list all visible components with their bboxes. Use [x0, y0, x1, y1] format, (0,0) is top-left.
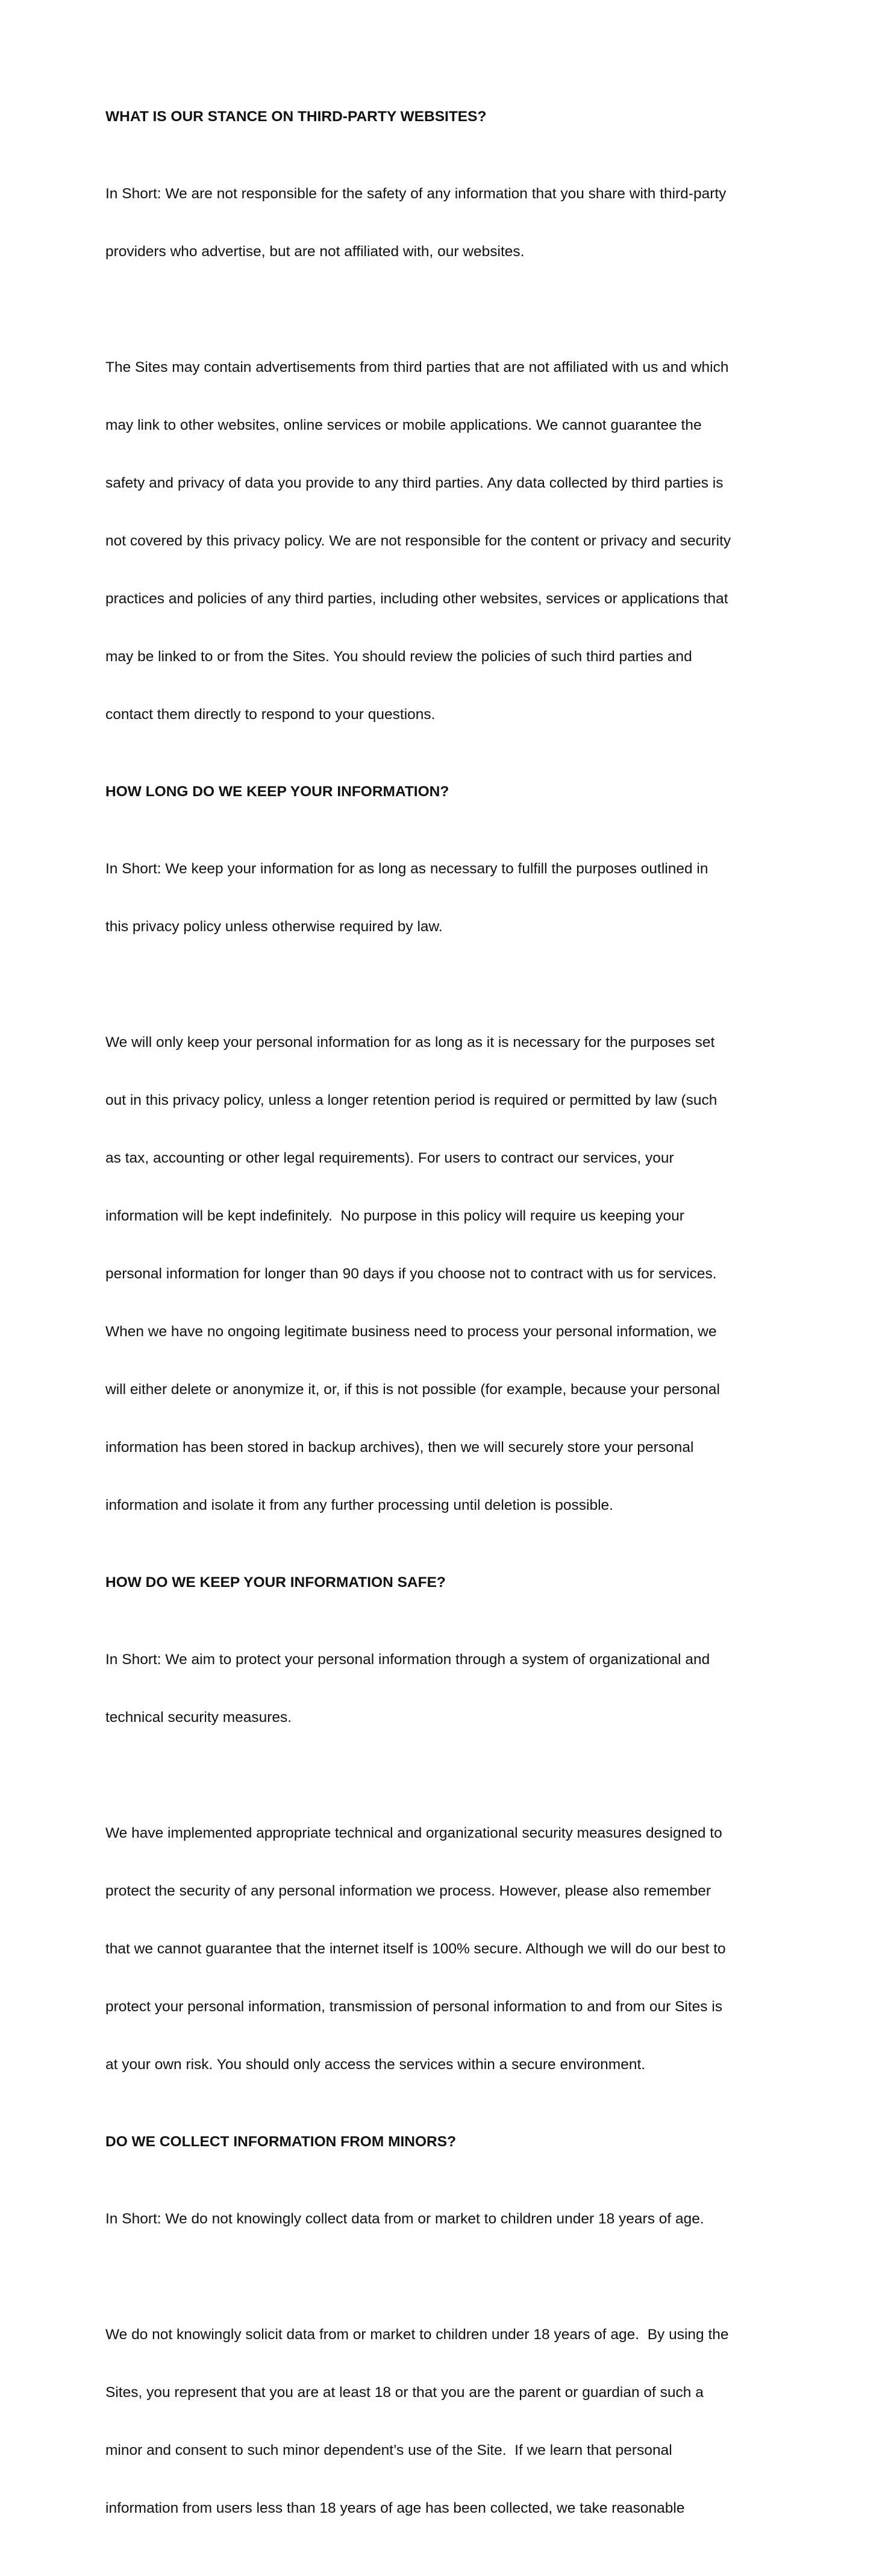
in-short-paragraph: [105, 821, 798, 975]
text-line: safety and privacy of data you provide to any third parties. Any data collected by third parties is: [105, 475, 724, 491]
text-line: protect the security of any personal information we process. However, please also remember: [105, 1883, 711, 1899]
section-safety: [105, 1573, 798, 2113]
body-paragraph: [105, 319, 798, 763]
text-line: The Sites may contain advertisements from third parties that are not affiliated with us and which: [105, 359, 729, 375]
text-line: information from users less than 18 years of age has been collected, we take reasonable: [105, 2500, 685, 2516]
in-short-paragraph: [105, 2171, 798, 2267]
text-line: information has been stored in backup archives), then we will securely store your personal: [105, 1439, 694, 1456]
in-short-paragraph: [105, 146, 798, 300]
text-line: practices and policies of any third parties, including other websites, services or applications that: [105, 591, 728, 607]
text-line: this privacy policy unless otherwise required by law.: [105, 919, 443, 935]
body-paragraph: [105, 2287, 798, 2557]
text-line: In Short: We do not knowingly collect data from or market to children under 18 years of age.: [105, 2211, 704, 2227]
text-line: contact them directly to respond to your questions.: [105, 706, 436, 723]
text-line: not covered by this privacy policy. We are not responsible for the content or privacy and security: [105, 533, 731, 549]
text-line: We do not knowingly solicit data from or market to children under 18 years of age. By using the: [105, 2326, 729, 2343]
text-line: will either delete or anonymize it, or, if this is not possible (for example, because your personal: [105, 1381, 720, 1398]
text-line: out in this privacy policy, unless a longer retention period is required or permitted by law (such: [105, 1092, 717, 1108]
text-line: providers who advertise, but are not affiliated with, our websites.: [105, 243, 525, 260]
text-line: We have implemented appropriate technical and organizational security measures designed to: [105, 1825, 722, 1841]
text-line: personal information for longer than 90 days if you choose not to contract with us for services.: [105, 1266, 717, 1282]
section-heading: HOW LONG DO WE KEEP YOUR INFORMATION?: [105, 784, 449, 800]
text-line: We will only keep your personal information for as long as it is necessary for the purposes set: [105, 1034, 715, 1051]
text-line: information and isolate it from any further processing until deletion is possible.: [105, 1497, 613, 1513]
text-line: at your own risk. You should only access the services within a secure environment.: [105, 2056, 646, 2073]
text-line: In Short: We are not responsible for the safety of any information that you share with third-party: [105, 186, 727, 202]
section-minors: [105, 2132, 798, 2557]
text-line: protect your personal information, transmission of personal information to and from our Sites is: [105, 1999, 723, 2015]
text-line: may be linked to or from the Sites. You should review the policies of such third parties and: [105, 649, 692, 665]
text-line: In Short: We keep your information for as long as necessary to fulfill the purposes outlined in: [105, 861, 708, 877]
body-paragraph: [105, 994, 798, 1554]
text-line: When we have no ongoing legitimate business need to process your personal information, we: [105, 1324, 717, 1340]
text-line: as tax, accounting or other legal requirements). For users to contract our services, your: [105, 1150, 674, 1166]
text-line: may link to other websites, online services or mobile applications. We cannot guarantee the: [105, 417, 702, 433]
text-line: In Short: We aim to protect your personal information through a system of organizational and: [105, 1651, 710, 1668]
section-heading: HOW DO WE KEEP YOUR INFORMATION SAFE?: [105, 1574, 446, 1591]
text-line: that we cannot guarantee that the internet itself is 100% secure. Although we will do our best to: [105, 1941, 726, 1957]
section-heading: DO WE COLLECT INFORMATION FROM MINORS?: [105, 2134, 457, 2150]
document-content: [105, 107, 798, 2576]
text-line: minor and consent to such minor dependent’s use of the Site. If we learn that personal: [105, 2442, 672, 2458]
section-third-party-websites: [105, 107, 798, 763]
text-line: technical security measures.: [105, 1709, 292, 1726]
section-heading: WHAT IS OUR STANCE ON THIRD-PARTY WEBSITES?: [105, 108, 487, 125]
text-line: Sites, you represent that you are at least 18 or that you are the parent or guardian of such a: [105, 2384, 704, 2401]
section-retention: [105, 782, 798, 1554]
body-paragraph: [105, 1785, 798, 2113]
text-line: information will be kept indefinitely. No purpose in this policy will require us keeping your: [105, 1208, 684, 1224]
in-short-paragraph: [105, 1612, 798, 1766]
